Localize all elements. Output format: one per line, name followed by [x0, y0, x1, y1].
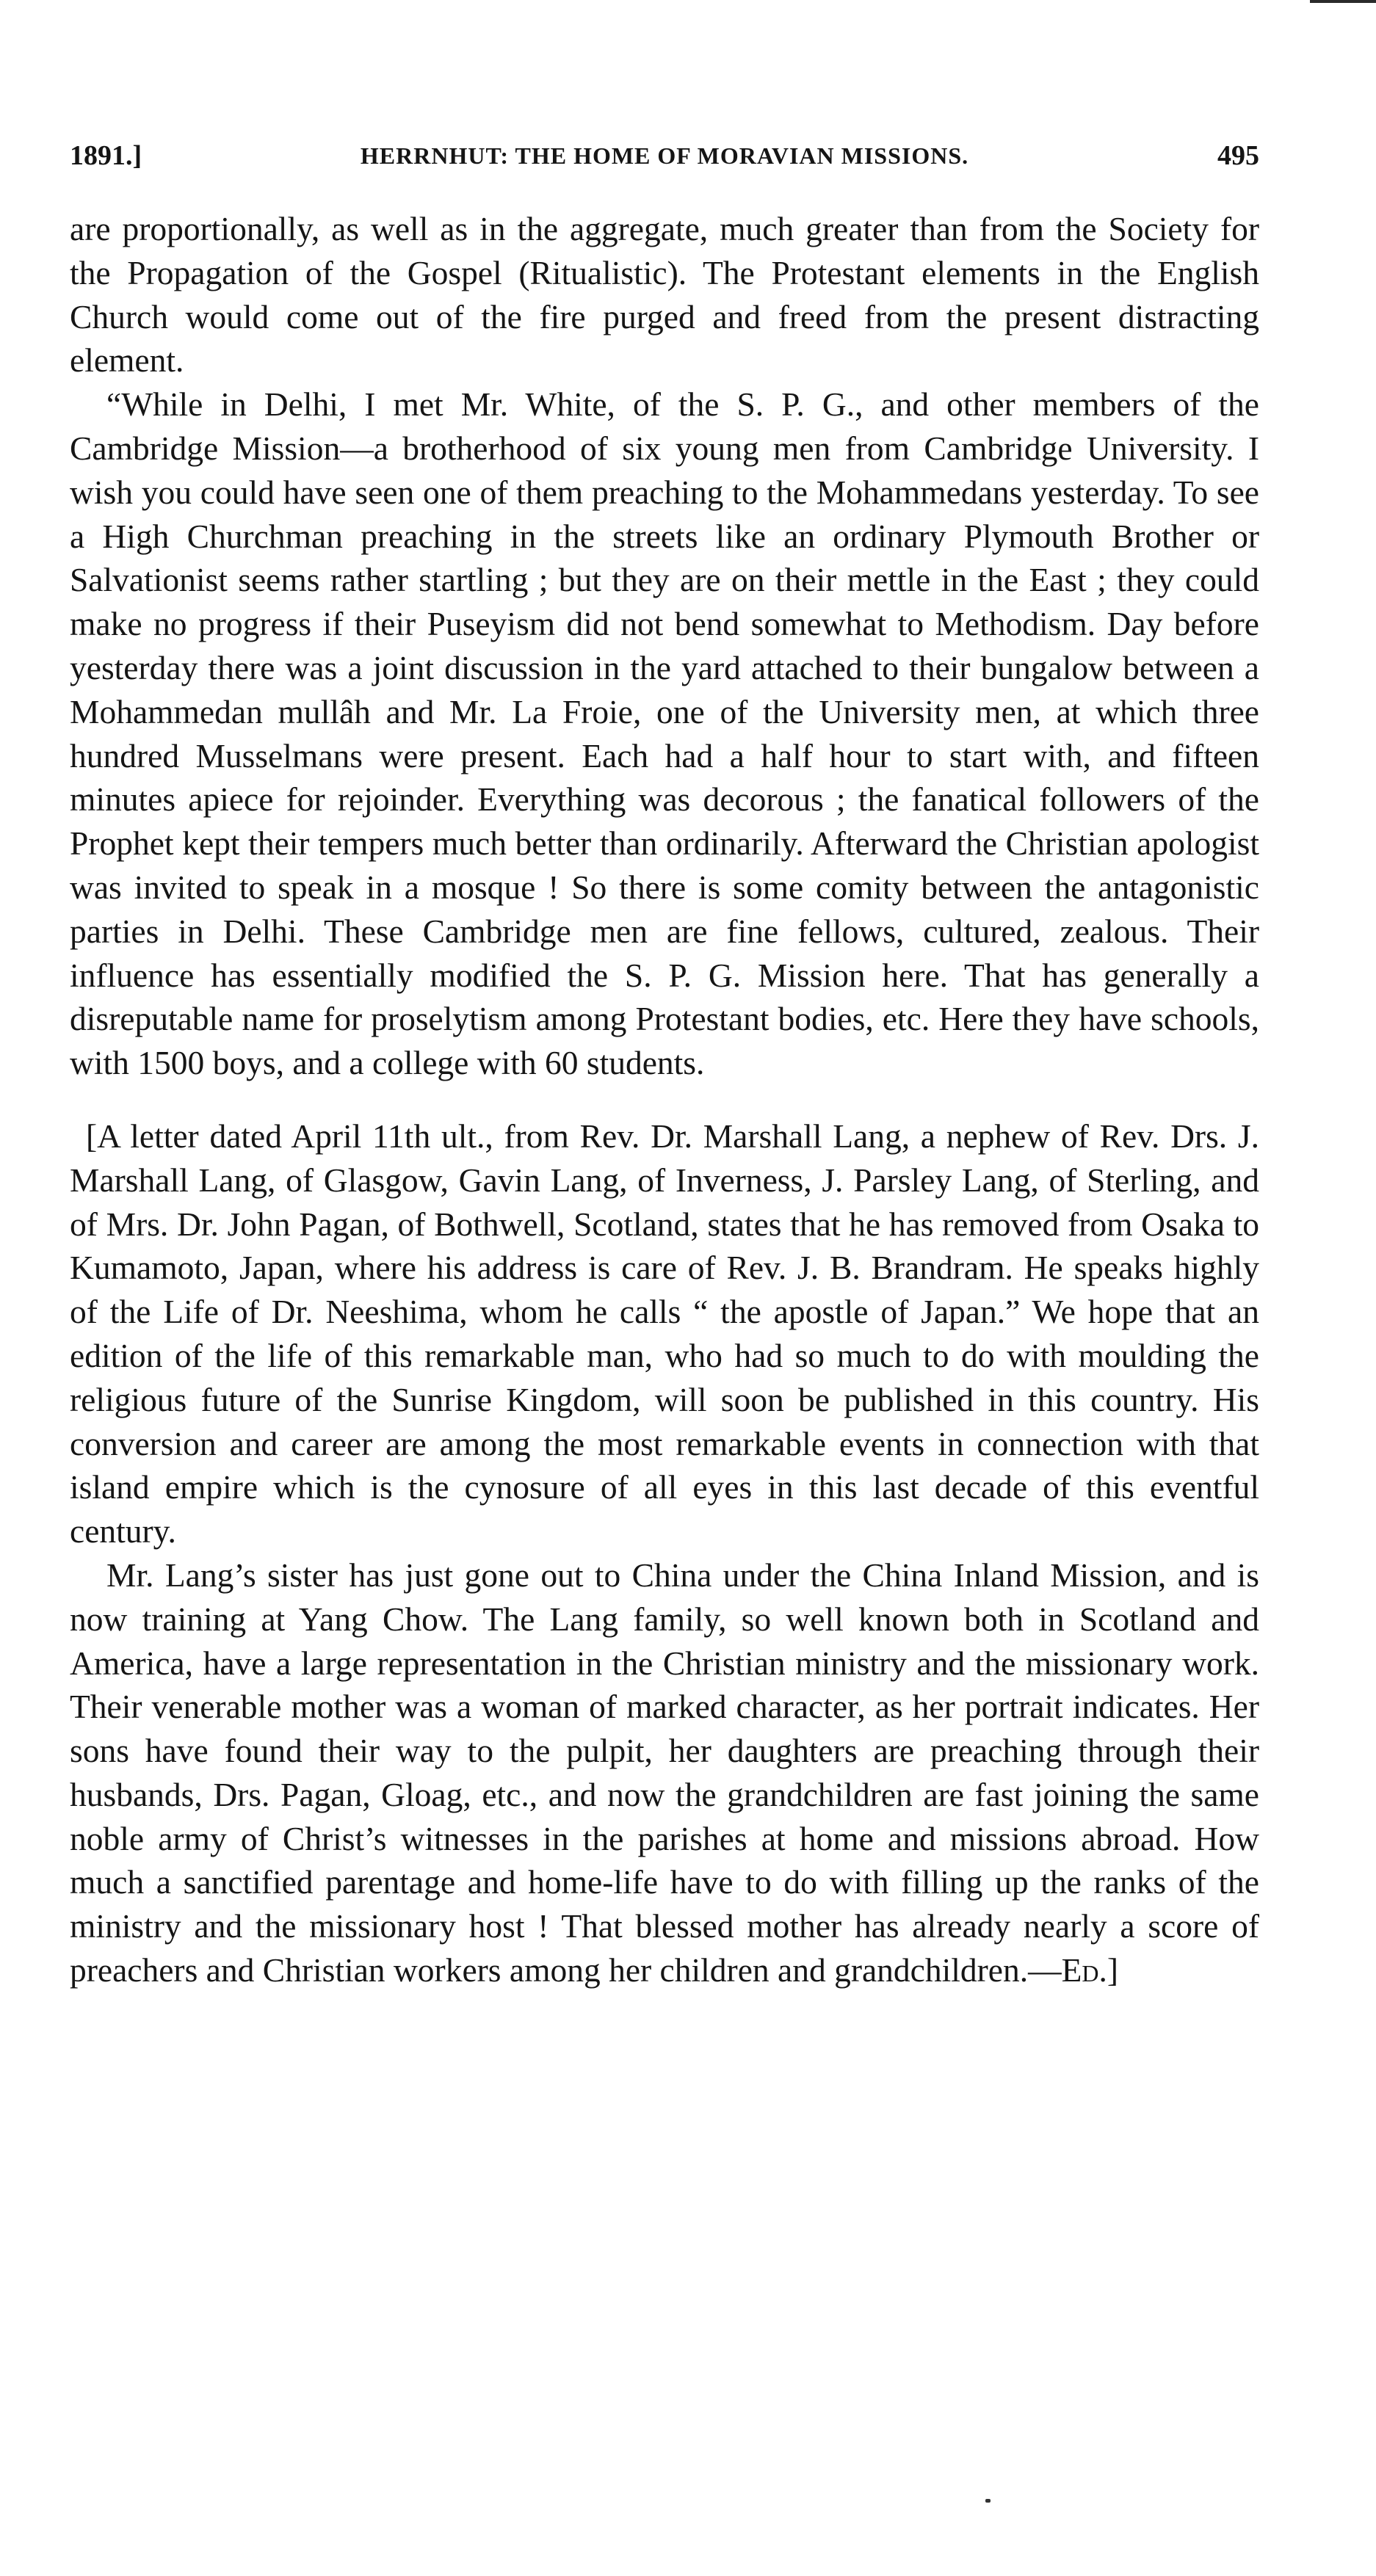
- paragraph-continuation: are proportionally, as well as in the aggregate, much greater than from the Society for the Propagation of the Gospel (Ritualistic). The Protestant elements in the English Church would come out of the fire purged and freed from the present distracting element.: [70, 210, 1259, 380]
- page-edge-mark: [1310, 0, 1376, 3]
- paragraph-delhi-quote: “While in Delhi, I met Mr. White, of the S. P. G., and other members of the Cambridge Mission—a brotherhood of six young men from Cambridge University. I wish you could have seen one of them preaching to the Mohammedans yesterday. To see a High Churchman preaching in the streets like an ordinary Plymouth Brother or Salvationist seems rather startling ; but they are on their mettle in the East ; they could make no progress if their Puseyism did not bend somewhat to Methodism. Day before yesterday there was a joint discussion in the yard attached to their bungalow between a Mohammedan mullâh and Mr. La Froie, one of the University men, at which three hundred Musselmans were present. Each had a half hour to start with, and fifteen minutes apiece for rejoinder. Everything was decorous ; the fanatical followers of the Prophet kept their tempers much better than ordinarily. Afterward the Christian apologist was invited to speak in a mosque ! So there is some comity between the antagonistic parties in Delhi. These Cambridge men are fine fellows, cultured, zealous. Their influence has essentially modified the S. P. G. Mission here. That has generally a disreputable name for proselytism among Protestant bodies, etc. Here they have schools, with 1500 boys, and a college with 60 students.: [70, 385, 1259, 1082]
- header-title: HERRNHUT: THE HOME OF MORAVIAN MISSIONS.: [360, 142, 969, 169]
- page-number: 495: [1217, 140, 1259, 171]
- editor-signature: Ed.]: [1061, 1951, 1119, 1989]
- paragraph-lang-letter: [A letter dated April 11th ult., from Rev. Dr. Marshall Lang, a nephew of Rev. Drs. J. Marshall Lang, of Glasgow, Gavin Lang, of Inverness, J. Parsley Lang, of Sterling, and of Mrs. Dr. John Pagan, of Bothwell, Scotland, states that he has removed from Osaka to Kumamoto, Japan, where his address is care of Rev. J. B. Brandram. He speaks highly of the Life of Dr. Neeshima, whom he calls “ the apostle of Japan.” We hope that an edition of the life of this remarkable man, who had so much to do with moulding the religious future of the Sunrise Kingdom, will soon be published in this country. His conversion and career are among the most remarkable events in connection with that island empire which is the cynosure of all eyes in this last decade of this eventful century.: [70, 1117, 1259, 1550]
- running-header: [70, 139, 1259, 184]
- article-body: [70, 207, 1259, 1992]
- paragraph-lang-family-text: Mr. Lang’s sister has just gone out to China under the China Inland Mission, and is now training at Yang Chow. The Lang family, so well known both in Scotland and America, have a large representation in the Christian ministry and the missionary work. Their venerable mother was a woman of marked character, as her portrait indicates. Her sons have found their way to the pulpit, her daughters are preaching through their husbands, Drs. Pagan, Gloag, etc., and now the grandchildren are fast joining the same noble army of Christ’s witnesses in the parishes at home and missions abroad. How much a sanctified parentage and home-life have to do with filling up the ranks of the ministry and the missionary host ! That blessed mother has already nearly a score of preachers and Christian workers among her children and grandchildren.—: [70, 1556, 1259, 1989]
- header-year: 1891.]: [70, 140, 142, 171]
- scan-speck: [985, 2499, 991, 2503]
- paragraph-lang-family: [70, 1553, 1259, 1992]
